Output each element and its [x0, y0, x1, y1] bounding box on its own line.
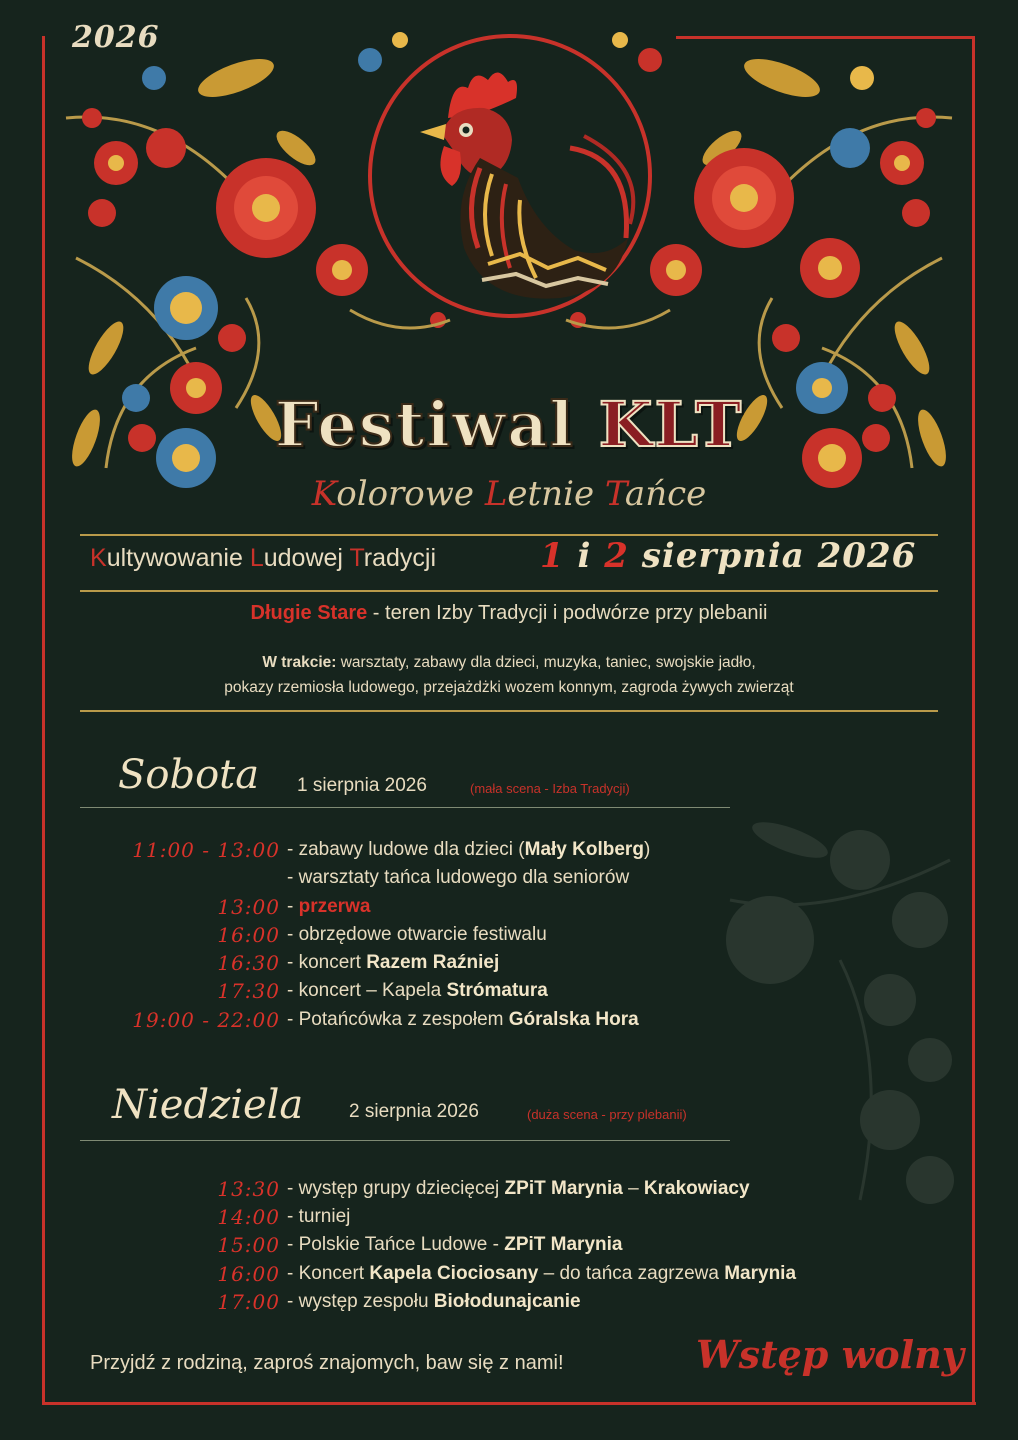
frame-bottom [42, 1402, 976, 1405]
saturday-underline [80, 807, 730, 808]
event-description [287, 1206, 350, 1228]
date-day-2: 2 [604, 536, 629, 576]
event-text: - turniej [287, 1206, 351, 1227]
event-performer: Kapela Ciociosany [369, 1263, 539, 1284]
event-description [287, 839, 650, 861]
title-part-2: KLT [598, 388, 744, 461]
schedule-row [0, 1262, 1018, 1290]
saturday-date: 1 sierpnia 2026 [297, 775, 427, 796]
title-part-1: Festiwal [274, 388, 599, 461]
event-time: 11:00 - 13:00 [132, 838, 280, 862]
event-time: 13:00 [217, 895, 280, 919]
slogan-initial-2: L [249, 544, 264, 572]
festival-subtitle [0, 474, 1018, 514]
schedule-row [0, 1290, 1018, 1318]
activities-line-1: warsztaty, zabawy dla dzieci, muzyka, taniec, swojskie jadło, [336, 654, 756, 671]
sunday-date: 2 sierpnia 2026 [349, 1101, 479, 1122]
venue [0, 602, 1018, 625]
subtitle-initial-1: K [311, 474, 337, 514]
divider-mid [80, 590, 938, 592]
event-performer: Mały Kolberg [524, 839, 644, 860]
event-text: - [287, 896, 299, 917]
event-text: - Polskie Tańce Ludowe - [287, 1234, 505, 1255]
date-day-1: 1 [540, 536, 565, 576]
schedule-row [0, 1205, 1018, 1233]
schedule-row [0, 923, 1018, 951]
subtitle-initial-2: L [484, 474, 508, 514]
year-top: 2026 [72, 20, 160, 55]
event-time: 14:00 [217, 1205, 280, 1229]
subtitle-word-2: etnie [507, 474, 605, 514]
schedule-row [0, 951, 1018, 979]
sunday-underline [80, 1140, 730, 1141]
schedule-row [0, 866, 1018, 894]
subtitle-word-1: olorowe [336, 474, 485, 514]
frame-top-right [676, 36, 974, 39]
event-performer: Biołodunajcanie [433, 1291, 581, 1312]
event-time: 16:00 [217, 1262, 280, 1286]
schedule-row [0, 1177, 1018, 1205]
saturday-title: Sobota [118, 752, 260, 798]
festival-title [0, 388, 1018, 461]
event-text: - zabawy ludowe dla dzieci ( [287, 839, 525, 860]
divider-bottom [80, 710, 938, 712]
activities-label: W trakcie: [262, 654, 337, 671]
event-text: - występ zespołu [287, 1291, 434, 1312]
event-performer-2: Marynia [724, 1263, 797, 1284]
event-description [287, 1234, 622, 1256]
event-time: 16:00 [217, 923, 280, 947]
event-time: 16:30 [217, 951, 280, 975]
schedule-row [0, 895, 1018, 923]
event-performer: Razem Raźniej [366, 952, 500, 973]
activities [0, 650, 1018, 700]
event-time: 17:00 [217, 1290, 280, 1314]
slogan-word-3: radycji [363, 544, 437, 572]
event-text-end: ) [643, 839, 651, 860]
event-description [287, 1178, 750, 1200]
event-description [287, 1291, 581, 1313]
slogan-word-2: udowej [263, 544, 350, 572]
event-description [287, 980, 548, 1002]
slogan-initial-3: T [349, 544, 364, 572]
slogan-word-1: ultywowanie [106, 544, 250, 572]
event-text: - Koncert [287, 1263, 370, 1284]
event-description [287, 867, 629, 889]
date-and: i [564, 536, 605, 576]
event-performer: ZPiT Marynia [504, 1234, 623, 1255]
schedule-row [0, 1233, 1018, 1261]
venue-place: Długie Stare [250, 602, 368, 624]
sunday-stage: (duża scena - przy plebanii) [527, 1107, 687, 1122]
event-text: - obrzędowe otwarcie festiwalu [287, 924, 547, 945]
footer-invite: Przyjdź z rodziną, zaproś znajomych, baw się z nami! [90, 1352, 564, 1374]
venue-description: - teren Izby Tradycji i podwórze przy plebanii [367, 602, 768, 624]
sunday-title: Niedziela [112, 1082, 304, 1128]
event-description [287, 896, 370, 918]
festival-dates [540, 536, 916, 576]
event-time: 15:00 [217, 1233, 280, 1257]
event-text: - warsztaty tańca ludowego dla seniorów [287, 867, 630, 888]
subtitle-word-3: ańce [624, 474, 707, 514]
event-time: 19:00 - 22:00 [132, 1008, 280, 1032]
free-entry: Wstęp wolny [696, 1332, 964, 1377]
floral-center-icon [310, 20, 710, 350]
event-description [287, 1009, 639, 1031]
event-time: 17:30 [217, 979, 280, 1003]
event-performer-2: Krakowiacy [643, 1178, 750, 1199]
slogan [90, 544, 436, 573]
event-text-mid: – [622, 1178, 644, 1199]
event-description [287, 924, 547, 946]
event-performer: ZPiT Marynia [504, 1178, 623, 1199]
saturday-stage: (mała scena - Izba Tradycji) [470, 781, 630, 796]
date-month-year: sierpnia 2026 [628, 536, 917, 576]
schedule-row [0, 979, 1018, 1007]
event-description [287, 952, 499, 974]
subtitle-initial-3: T [604, 474, 625, 514]
schedule-row [0, 1008, 1018, 1036]
event-performer: Góralska Hora [508, 1009, 639, 1030]
event-time: 13:30 [217, 1177, 280, 1201]
activities-line-2: pokazy rzemiosła ludowego, przejażdżki wozem konnym, zagroda żywych zwierząt [224, 679, 794, 696]
event-description [287, 1263, 796, 1285]
schedule-row [0, 838, 1018, 866]
event-text: - koncert [287, 952, 367, 973]
event-text-mid: – do tańca zagrzewa [538, 1263, 725, 1284]
event-text: - Potańcówka z zespołem [287, 1009, 509, 1030]
event-performer: Strómatura [446, 980, 548, 1001]
event-text: - występ grupy dziecięcej [287, 1178, 505, 1199]
slogan-initial-1: K [90, 544, 107, 572]
event-break: przerwa [298, 896, 371, 917]
event-text: - koncert – Kapela [287, 980, 447, 1001]
